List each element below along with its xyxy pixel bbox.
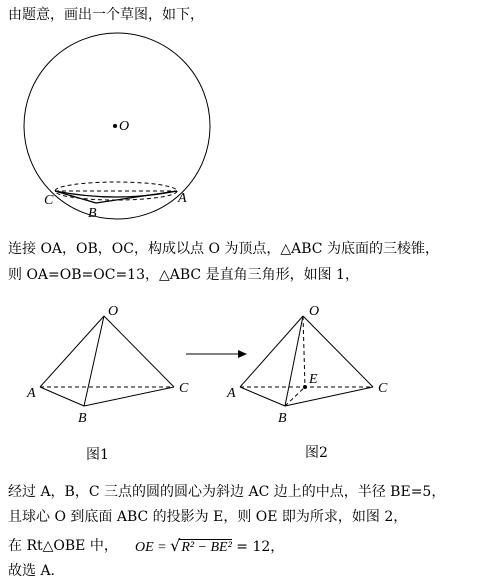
sphere-label-B: B xyxy=(88,206,97,221)
formula-rhs: = 12， xyxy=(231,539,285,555)
paragraph-line-6-prefix: 在 Rt△OBE 中， xyxy=(8,538,118,554)
fig2-label-A: A xyxy=(227,386,236,401)
arrow-head-icon xyxy=(238,350,247,358)
fig1-label-A: A xyxy=(27,386,36,401)
fig1-BC xyxy=(84,387,174,406)
fig2-label-O: O xyxy=(309,304,320,319)
fig2-AB xyxy=(240,387,285,406)
fig2-label-B: B xyxy=(278,411,287,426)
fig1-label-B: B xyxy=(78,411,87,426)
fig2-OA xyxy=(240,316,303,387)
formula-lhs: OE = xyxy=(135,540,171,555)
sqrt-sign-icon: √ xyxy=(170,536,181,555)
figure-2-caption: 图2 xyxy=(305,445,328,461)
fig2-OE xyxy=(303,316,305,387)
figure-2 xyxy=(226,304,388,426)
fig1-AB xyxy=(40,387,84,406)
fig2-point-E xyxy=(303,385,307,389)
formula-sqrt-content: R² − BE² xyxy=(181,540,232,555)
paragraph-line-2: 连接 OA，OB，OC，构成以点 O 为顶点，△ABC 为底面的三棱锥， xyxy=(8,241,439,257)
fig2-BC xyxy=(285,387,373,406)
sphere-label-O: O xyxy=(119,119,130,134)
fig1-OB xyxy=(84,316,104,406)
figure-1-caption: 图1 xyxy=(86,447,109,463)
paragraph-line-3: 则 OA=OB=OC=13，△ABC 是直角三角形，如图 1， xyxy=(8,267,359,283)
formula-OE xyxy=(135,536,284,556)
paragraph-line-4: 经过 A，B，C 三点的圆的圆心为斜边 AC 边上的中点，半径 BE=5， xyxy=(8,484,446,500)
fig2-OB xyxy=(285,316,303,406)
fig1-OC xyxy=(104,316,174,387)
sphere-label-C: C xyxy=(44,193,54,208)
paragraph-line-5: 且球心 O 到底面 ABC 的投影为 E，则 OE 即为所求，如图 2， xyxy=(8,509,408,525)
intro-text: 由题意，画出一个草图，如下， xyxy=(8,7,204,23)
fig1-label-C: C xyxy=(179,381,189,396)
sphere-label-A: A xyxy=(178,191,187,206)
fig2-label-C: C xyxy=(378,381,388,396)
fig2-label-E: E xyxy=(309,372,318,387)
answer-line: 故选 A. xyxy=(8,563,56,579)
fig1-label-O: O xyxy=(108,304,119,319)
figure-1 xyxy=(26,304,189,426)
fig1-OA xyxy=(40,316,104,387)
